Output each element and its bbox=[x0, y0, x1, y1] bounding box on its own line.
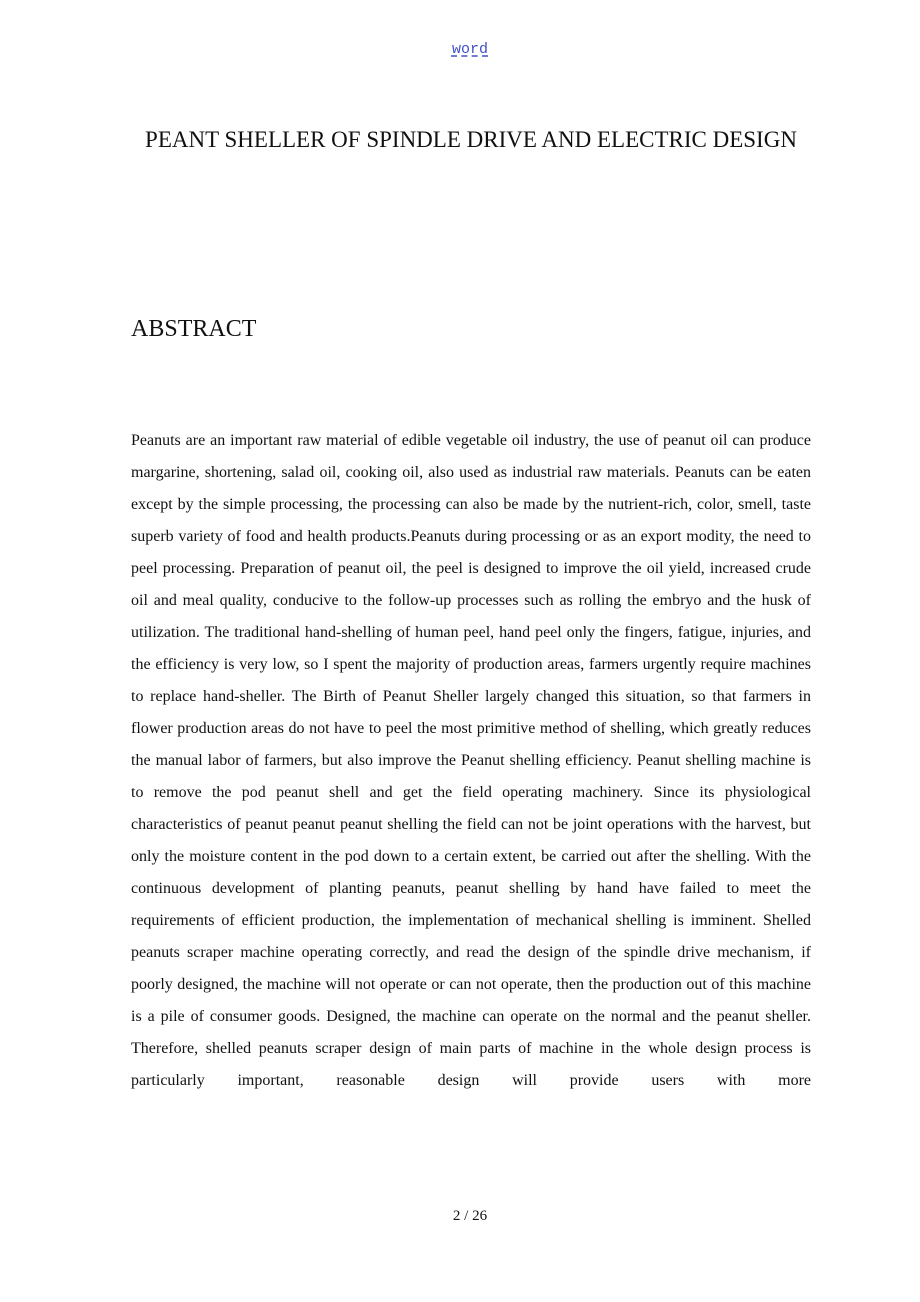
abstract-heading: ABSTRACT bbox=[131, 316, 257, 342]
page-number: 2 / 26 bbox=[452, 1208, 488, 1224]
header-word-link[interactable] bbox=[0, 40, 920, 60]
abstract-paragraph: Peanuts are an important raw material of edible vegetable oil industry, the use of peanut oil can produce margarine, shortening, salad oil, cooking oil, also used as industrial raw materials. Peanuts can be eaten except by the simple processing, the processing can also be made by the nutrient-rich, color, smell, taste superb variety of food and health products.Peanuts during processing or as an export modity, the need to peel processing. Preparation of peanut oil, the peel is designed to improve the oil yield, increased crude oil and meal quality, conducive to the follow-up processes such as rolling the embryo and the husk of utilization. The traditional hand-shelling of human peel, hand peel only the fingers, fatigue, injuries, and the efficiency is very low, so I spent the majority of production areas, farmers urgently require machines to replace hand-sheller. The Birth of Peanut Sheller largely changed this situation, so that farmers in flower production areas do not have to peel the most primitive method of shelling, which greatly reduces the manual labor of farmers, but also improve the Peanut shelling efficiency. Peanut shelling machine is to remove the pod peanut shell and get the field operating machinery. Since its physiological characteristics of peanut peanut peanut shelling the field can not be joint operations with the harvest, but only the moisture content in the pod down to a certain extent, be carried out after the shelling. With the continuous development of planting peanuts, peanut shelling by hand have failed to meet the requirements of efficient production, the implementation of mechanical shelling is imminent. Shelled peanuts scraper machine operating correctly, and read the design of the spindle drive mechanism, if poorly designed, the machine will not operate or can not operate, then the production out of this machine is a pile of consumer goods. Designed, the machine can operate on the normal and the peanut sheller. Therefore, shelled peanuts scraper design of main parts of machine in the whole design process is particularly important, reasonable design will provide users with more bbox=[131, 432, 811, 1089]
header-link-text[interactable]: word bbox=[451, 41, 488, 58]
document-title: PEANT SHELLER OF SPINDLE DRIVE AND ELECTRIC DESIGN bbox=[145, 127, 797, 152]
